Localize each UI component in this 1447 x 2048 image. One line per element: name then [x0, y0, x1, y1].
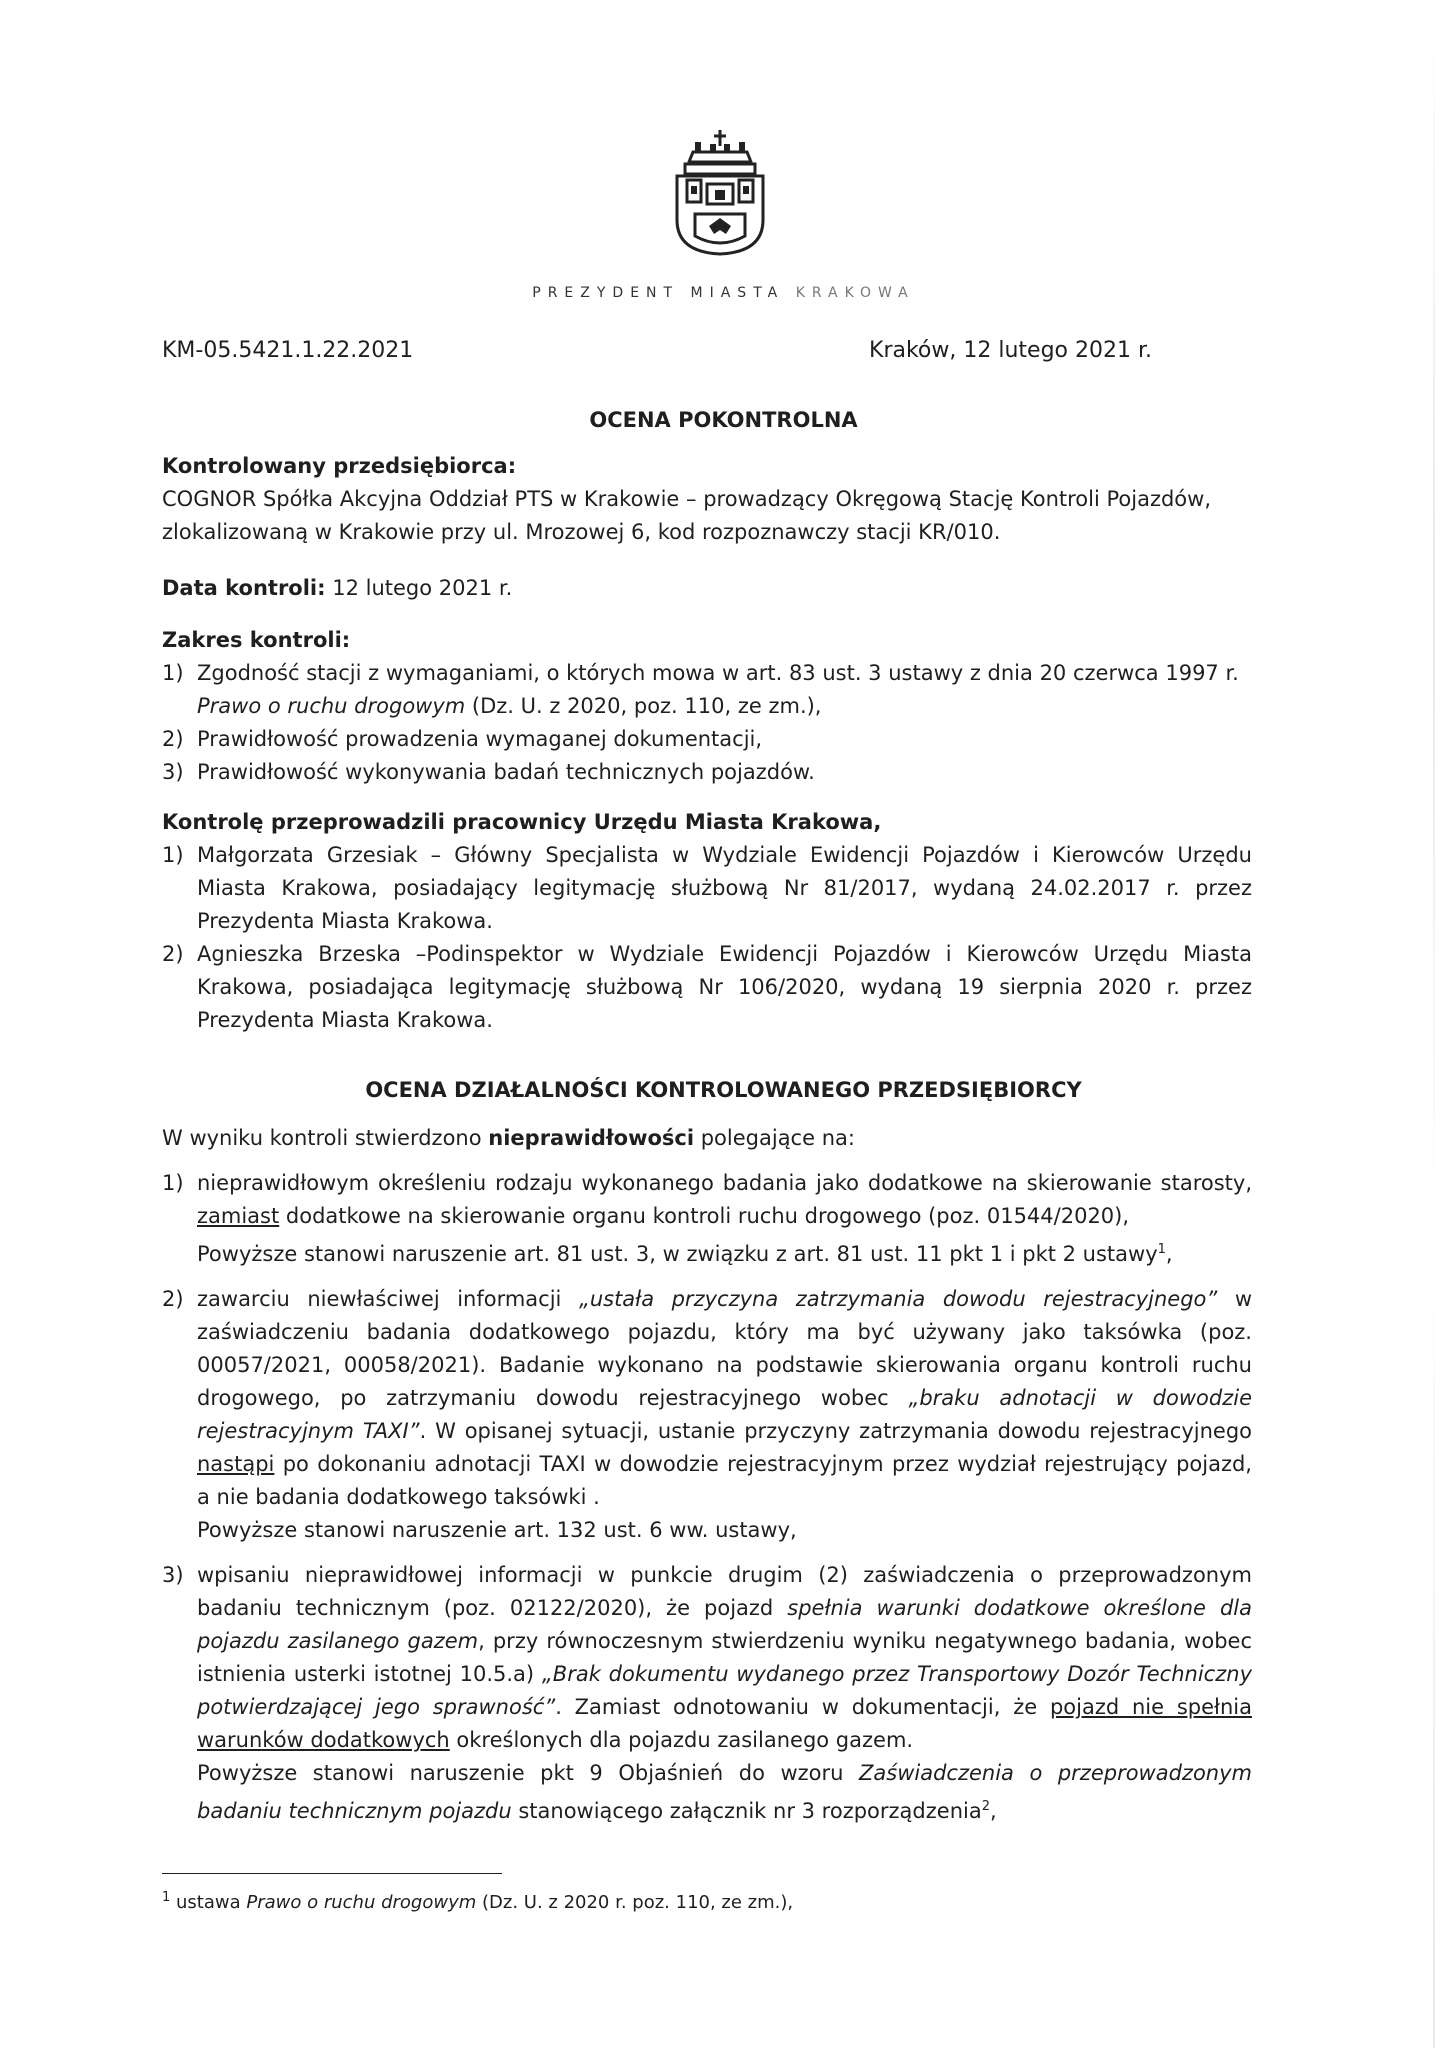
- inspector-item: 1) Małgorzata Grzesiak – Główny Specjalista w Wydziale Ewidencji Pojazdów i Kierowców Urzędu Miasta Krakowa, posiadający legitymację służbową Nr 81/2017, wydaną 24.02.2017 r. przez Prezydenta Miasta Krakowa.: [162, 843, 1252, 933]
- controlled-entity-section: [162, 450, 1252, 549]
- assessment-title: OCENA DZIAŁALNOŚCI KONTROLOWANEGO PRZEDSIĘBIORCY: [365, 1078, 1082, 1102]
- inspector-item: 2) Agnieszka Brzeska –Podinspektor w Wydziale Ewidencji Pojazdów i Kierowców Urzędu Miasta Krakowa, posiadająca legitymację służbową Nr 106/2020, wydaną 19 sierpnia 2020 r. przez Prezydenta Miasta Krakowa.: [162, 942, 1252, 1032]
- finding-item: 1) nieprawidłowym określeniu rodzaju wykonanego badania jako dodatkowe na skierowanie starosty, zamiast dodatkowe na skierowanie organu kontroli ruchu drogowego (poz. 01544/2020), Powyższe stanowi naruszenie art. 81 ust. 3, w związku z art. 81 ust. 11 pkt 1 i pkt 2 ustawy$^1$,: [162, 1171, 1252, 1266]
- reference-number: KM-05.5421.1.22.2021: [162, 338, 414, 363]
- issuing-office: [0, 285, 1447, 301]
- scope-label: Zakres kontroli:: [162, 628, 351, 652]
- krakow-coat-of-arms-icon: [665, 128, 775, 258]
- findings-intro: W wyniku kontroli stwierdzono nieprawidłowości polegające na:: [162, 1126, 855, 1150]
- controlled-entity-text: COGNOR Spółka Akcyjna Oddział PTS w Krakowie – prowadzący Okręgową Stację Kontroli Pojazdów, zlokalizowaną w Krakowie przy ul. Mrozowej 6, kod rozpoznawczy stacji KR/010.: [162, 487, 1212, 544]
- scope-item: 2) Prawidłowość prowadzenia wymaganej dokumentacji,: [162, 727, 763, 751]
- footnote-separator: [162, 1873, 502, 1874]
- scan-edge: [1433, 0, 1435, 2048]
- inspection-date-label: Data kontroli:: [162, 576, 326, 600]
- inspection-date-value: 12 lutego 2021 r.: [332, 576, 513, 600]
- document-title: OCENA POKONTROLNA: [589, 408, 858, 432]
- scope-section: [162, 624, 1252, 789]
- footnote: $^1$ ustawa Prawo o ruchu drogowym (Dz. U. z 2020 r. poz. 110, ze zm.),: [162, 1890, 794, 1913]
- office-city: KRAKOWA: [795, 285, 915, 301]
- scope-item: 3) Prawidłowość wykonywania badań technicznych pojazdów.: [162, 760, 815, 784]
- controlled-entity-label: Kontrolowany przedsiębiorca:: [162, 454, 517, 478]
- inspectors-label: Kontrolę przeprowadzili pracownicy Urzędu Miasta Krakowa,: [162, 810, 882, 834]
- finding-item: 2) zawarciu niewłaściwej informacji „ustała przyczyna zatrzymania dowodu rejestracyjnego” w zaświadczeniu badania dodatkowego pojazdu, który ma być używany jako taksówka (poz. 00057/2021, 00058/2021). Badanie wykonano na podstawie skierowania organu kontroli ruchu drogowego, po zatrzymaniu dowodu rejestracyjnego wobec „braku adnotacji w dowodzie rejestracyjnym TAXI”. W opisanej sytuacji, ustanie przyczyny zatrzymania dowodu rejestracyjnego nastąpi po dokonaniu adnotacji TAXI w dowodzie rejestracyjnym przez wydział rejestrujący pojazd, a nie badania dodatkowego taksówki . Powyższe stanowi naruszenie art. 132 ust. 6 ww. ustawy,: [162, 1287, 1253, 1542]
- inspectors-section: [162, 806, 1252, 1037]
- inspection-date-section: [162, 572, 1252, 605]
- place-and-date: Kraków, 12 lutego 2021 r.: [869, 338, 1152, 363]
- office-name: PREZYDENT MIASTA: [532, 285, 785, 301]
- scope-item: 1) Zgodność stacji z wymaganiami, o których mowa w art. 83 ust. 3 ustawy z dnia 20 czerwca 1997 r. Prawo o ruchu drogowym (Dz. U. z 2020, poz. 110, ze zm.),: [162, 661, 1239, 718]
- findings-section: [162, 1122, 1252, 1828]
- finding-item: 3) wpisaniu nieprawidłowej informacji w punkcie drugim (2) zaświadczenia o przeprowadzonym badaniu technicznym (poz. 02122/2020), że pojazd spełnia warunki dodatkowe określone dla pojazdu zasilanego gazem, przy równoczesnym stwierdzeniu wyniku negatywnego badania, wobec istnienia usterki istotnej 10.5.a) „Brak dokumentu wydanego przez Transportowy Dozór Techniczny potwierdzającej jego sprawność”. Zamiast odnotowaniu w dokumentacji, że pojazd nie spełnia warunków dodatkowych określonych dla pojazdu zasilanego gazem. Powyższe stanowi naruszenie pkt 9 Objaśnień do wzoru Zaświadczenia o przeprowadzonym badaniu technicznym pojazdu stanowiącego załącznik nr 3 rozporządzenia$^2$,: [162, 1563, 1252, 1823]
